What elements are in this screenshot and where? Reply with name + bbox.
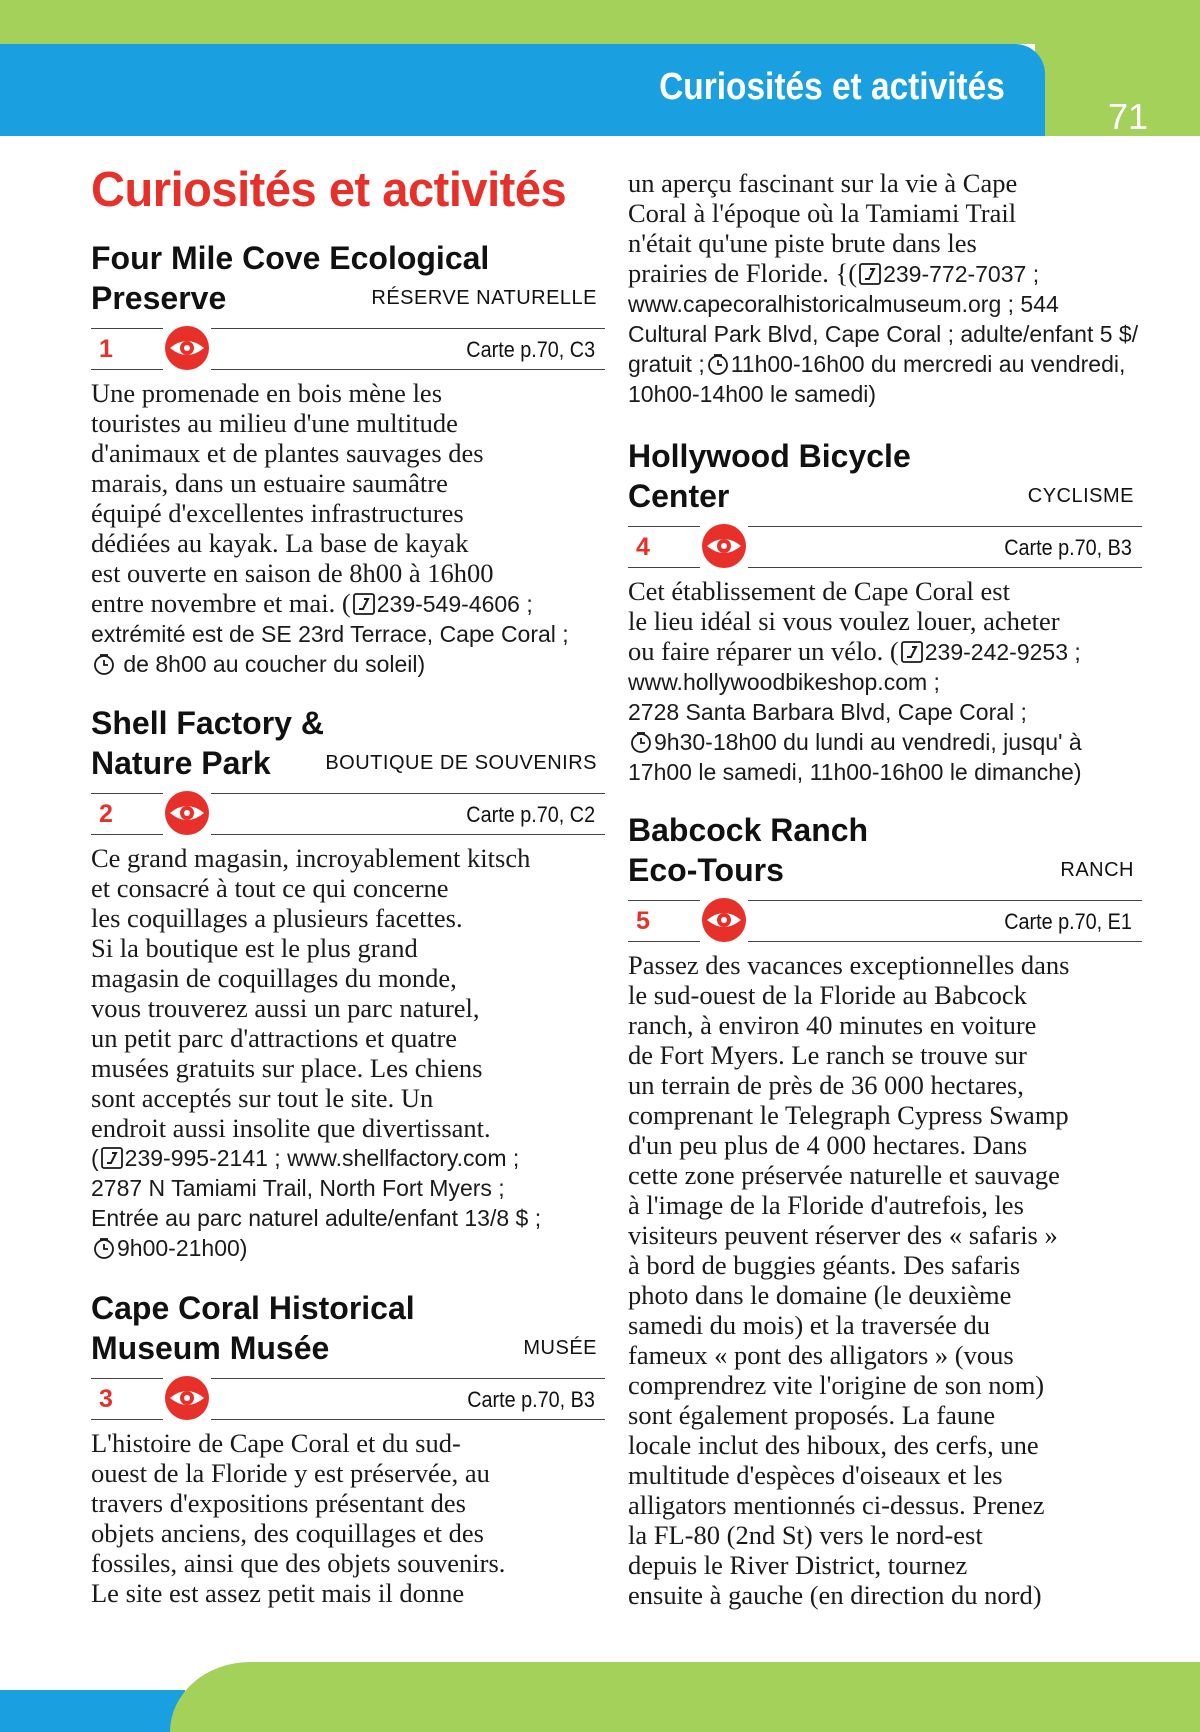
eye-icon	[700, 522, 748, 570]
bottom-blue-band	[0, 1690, 185, 1732]
entry-hours-row	[91, 649, 605, 679]
entry-description: L'histoire de Cape Coral et du sud- ouest de la Floride y est préservée, au travers d'expositions présentant des objets anciens, des coquillages et des fossiles, ainsi que des objets souvenirs. Le site est assez petit mais il donne	[91, 1428, 506, 1608]
phone-icon	[101, 1147, 123, 1169]
entry-cape-coral-museum	[91, 1288, 605, 1608]
entry-title-row	[91, 1288, 605, 1368]
bottom-green-band	[170, 1662, 1200, 1732]
eye-icon	[163, 789, 211, 837]
entry-title-row	[628, 436, 1142, 516]
clock-icon	[93, 653, 115, 675]
eye-icon	[163, 324, 211, 372]
entry-meta-row	[628, 900, 1142, 942]
entry-title-row	[91, 703, 605, 783]
entry-meta-row	[91, 793, 605, 835]
entry-phone-row: ( 239-995-2141 ; www.shellfactory.com ;	[91, 1145, 520, 1171]
continued-practical	[628, 289, 1142, 409]
entry-practical: 2787 N Tamiami Trail, North Fort Myers ; Entrée au parc naturel adulte/enfant 13/8 $ ;	[91, 1175, 542, 1231]
entry-hollywood-bicycle	[628, 436, 1142, 787]
page-number: 71	[1107, 96, 1148, 137]
section-title: Curiosités et activités	[659, 66, 1005, 108]
map-reference: Carte p.70, B3	[1004, 535, 1132, 560]
entry-title-line1: Cape Coral Historical	[91, 1290, 415, 1326]
phone-icon	[859, 263, 881, 285]
map-reference: Carte p.70, C3	[466, 337, 595, 362]
entry-title-line1: Hollywood Bicycle	[628, 438, 911, 474]
entry-title-line2: Nature Park	[91, 745, 271, 781]
entry-babcock-ranch	[628, 810, 1142, 1610]
page-number-tab	[1035, 44, 1200, 136]
hours-text: de 8h00 au coucher du soleil)	[117, 651, 426, 677]
entry-four-mile-cove	[91, 238, 605, 679]
entry-description: Passez des vacances exceptionnelles dans le sud-ouest de la Floride au Babcock ranch, à environ 40 minutes en voiture de Fort Myers. Le ranch se trouve sur un terrain de près de 36 000 hectares, comprenant le Telegraph Cypress Swamp d'un peu plus de 4 000 hectares. Dans cette zone préservée naturelle et sauvage à l'image de la Floride d'autrefois, les visiteurs peuvent réserver des « safaris » à bord de buggies géants. Des safaris photo dans le domaine (le deuxième samedi du mois) et la traversée du fameux « pont des alligators » (vous comprendrez vite l'origine de son nom) sont également proposés. La faune locale inclut des hiboux, des cerfs, une multitude d'espèces d'oiseaux et les alligators mentionnés ci-dessus. Prenez la FL-80 (2nd St) vers le nord-est depuis le River District, tournez ensuite à gauche (en direction du nord)	[628, 950, 1070, 1610]
entry-hours-row	[628, 727, 1142, 787]
description-text: Une promenade en bois mène les touristes au milieu d'une multitude d'animaux et de plantes sauvages des marais, dans un estuaire saumâtre équipé d'excellentes infrastructures dédiées au kayak. La base de kayak est ouverte en saison de 8h00 à 16h00 entre novembre et mai. (	[91, 378, 494, 618]
entry-title-line2: Eco-Tours	[628, 852, 784, 888]
continued-museum-text	[628, 168, 1142, 409]
entry-description	[91, 378, 605, 619]
clock-icon	[630, 731, 652, 753]
map-reference: Carte p.70, E1	[1004, 909, 1132, 934]
entry-number: 1	[99, 335, 113, 363]
category-label: RÉSERVE NATURELLE	[371, 287, 597, 309]
clock-icon	[707, 353, 729, 375]
entry-number: 4	[636, 533, 650, 561]
category-label: MUSÉE	[523, 1337, 597, 1359]
page-title: Curiosités et activités	[91, 163, 567, 217]
entry-description	[628, 576, 1142, 667]
eye-icon	[700, 896, 748, 944]
entry-number: 2	[99, 800, 113, 828]
entry-practical: extrémité est de SE 23rd Terrace, Cape Coral ;	[91, 621, 569, 647]
hours-text: 11h00-16h00 du mercredi au vendredi, 10h00-14h00 le samedi)	[628, 351, 1126, 407]
phone-number: 239-772-7037 ;	[883, 261, 1040, 287]
entry-meta-row	[91, 328, 605, 370]
section-header-band	[0, 44, 1045, 136]
entry-description: Ce grand magasin, incroyablement kitsch et consacré à tout ce qui concerne les coquillages a plusieurs facettes. Si la boutique est le plus grand magasin de coquillages du monde, vous trouverez aussi un parc naturel, un petit parc d'attractions et quatre musées gratuits sur place. Les chiens sont acceptés sur tout le site. Un endroit aussi insolite que divertissant.	[91, 843, 531, 1143]
phone-icon	[901, 641, 923, 663]
entry-practical: www.hollywoodbikeshop.com ; 2728 Santa Barbara Blvd, Cape Coral ;	[628, 669, 1027, 725]
map-reference: Carte p.70, C2	[466, 802, 595, 827]
entry-shell-factory	[91, 703, 605, 1263]
map-reference: Carte p.70, B3	[467, 1387, 595, 1412]
entry-title-line1: Four Mile Cove Ecological	[91, 240, 490, 276]
entry-hours-row	[91, 1233, 605, 1263]
phone-number: 239-995-2141 ; www.shellfactory.com ;	[124, 1145, 520, 1171]
entry-meta-row	[91, 1378, 605, 1420]
category-label: BOUTIQUE DE SOUVENIRS	[325, 752, 597, 774]
entry-number: 5	[636, 907, 650, 935]
category-label: CYCLISME	[1027, 485, 1134, 507]
entry-title-line2: Preserve	[91, 280, 227, 316]
entry-title-line1: Shell Factory &	[91, 705, 324, 741]
entry-title-line2: Center	[628, 478, 730, 514]
entry-title-row	[628, 810, 1142, 890]
entry-title-line2: Museum Musée	[91, 1330, 330, 1366]
hours-text: 9h00-21h00)	[117, 1235, 248, 1261]
clock-icon	[93, 1237, 115, 1259]
description-text: Cet établissement de Cape Coral est le lieu idéal si vous voulez louer, acheter ou faire réparer un vélo. (	[628, 576, 1060, 666]
eye-icon	[163, 1374, 211, 1422]
entry-meta-row	[628, 526, 1142, 568]
phone-icon	[353, 593, 375, 615]
entry-number: 3	[99, 1385, 113, 1413]
hours-text: 9h30-18h00 du lundi au vendredi, jusqu' à 17h00 le samedi, 11h00-16h00 le dimanche)	[628, 729, 1082, 785]
continued-description	[628, 168, 1142, 289]
category-label: RANCH	[1060, 859, 1134, 881]
phone-number: 239-549-4606 ;	[376, 591, 533, 617]
continued-text: un aperçu fascinant sur la vie à Cape Coral à l'époque où la Tamiami Trail n'était qu'une piste brute dans les prairies de Floride. {(	[628, 168, 1018, 288]
entry-title-line1: Babcock Ranch	[628, 812, 869, 848]
top-green-band	[0, 0, 1200, 44]
phone-number: 239-242-9253 ;	[924, 639, 1081, 665]
entry-title-row	[91, 238, 605, 318]
practical-text: www.capecoralhistoricalmuseum.org ; 544 Cultural Park Blvd, Cape Coral ; adulte/enfant 5 $/ gratuit ;	[628, 291, 1139, 377]
